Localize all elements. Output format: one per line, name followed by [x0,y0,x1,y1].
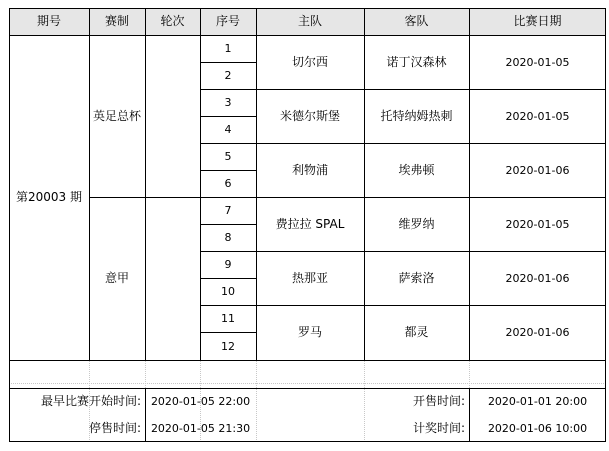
seq-cell: 5 [224,150,232,163]
earliest-start-value: 2020-01-05 22:00 [150,395,251,408]
schedule-table [9,8,606,442]
away-team: 埃弗顿 [398,162,435,177]
away-team: 托特纳姆热刺 [380,108,453,123]
seq-cell: 11 [221,312,235,325]
home-team: 切尔西 [291,54,328,69]
seq-cell: 10 [221,285,235,298]
format-cell: 意甲 [104,271,129,285]
seq-cell: 7 [224,204,232,217]
seq-cell: 6 [224,177,232,190]
header-format: 赛制 [104,14,129,28]
header-issue: 期号 [36,14,61,28]
seq-cell: 8 [224,231,232,244]
header-round: 轮次 [160,14,185,28]
home-team: 费拉拉 SPAL [275,216,345,231]
home-team: 热那亚 [291,270,328,285]
match-date: 2020-01-06 [505,326,570,339]
away-team: 都灵 [404,325,429,339]
home-team: 利物浦 [291,162,328,177]
sale-open-value: 2020-01-01 20:00 [487,395,588,408]
away-team: 萨索洛 [398,270,435,285]
prize-label: 计奖时间: [412,421,465,435]
match-date: 2020-01-05 [505,217,570,231]
home-team: 罗马 [297,325,322,339]
seq-cell: 12 [221,339,235,353]
footer-gridline [256,360,257,442]
footer-gridline [9,383,606,384]
away-team: 诺丁汉森林 [386,54,447,69]
header-home: 主队 [297,14,322,28]
header-date: 比赛日期 [513,14,562,28]
table-rule [145,8,146,360]
match-date: 2020-01-06 [505,271,570,285]
issue-cell: 第20003 期 [16,190,82,204]
home-team: 米德尔斯堡 [279,108,340,123]
match-date: 2020-01-05 [505,55,570,69]
sale-stop-value: 2020-01-05 21:30 [150,422,251,435]
seq-cell: 3 [224,96,232,109]
format-cell: 英足总杯 [92,108,141,123]
header-seq: 序号 [215,14,240,28]
away-team: 维罗纳 [398,216,435,231]
header-away: 客队 [404,14,429,28]
seq-cell: 2 [224,69,232,82]
earliest-start-label: 最早比赛开始时间: [40,394,141,408]
sale-open-label: 开售时间: [412,394,465,408]
prize-value: 2020-01-06 10:00 [487,422,588,435]
seq-cell: 4 [224,123,232,136]
sale-stop-label: 停售时间: [88,421,141,435]
seq-cell: 1 [224,42,232,55]
match-date: 2020-01-06 [505,163,570,177]
match-date: 2020-01-05 [505,109,570,123]
seq-cell: 9 [224,258,232,271]
table-rule [9,360,606,361]
